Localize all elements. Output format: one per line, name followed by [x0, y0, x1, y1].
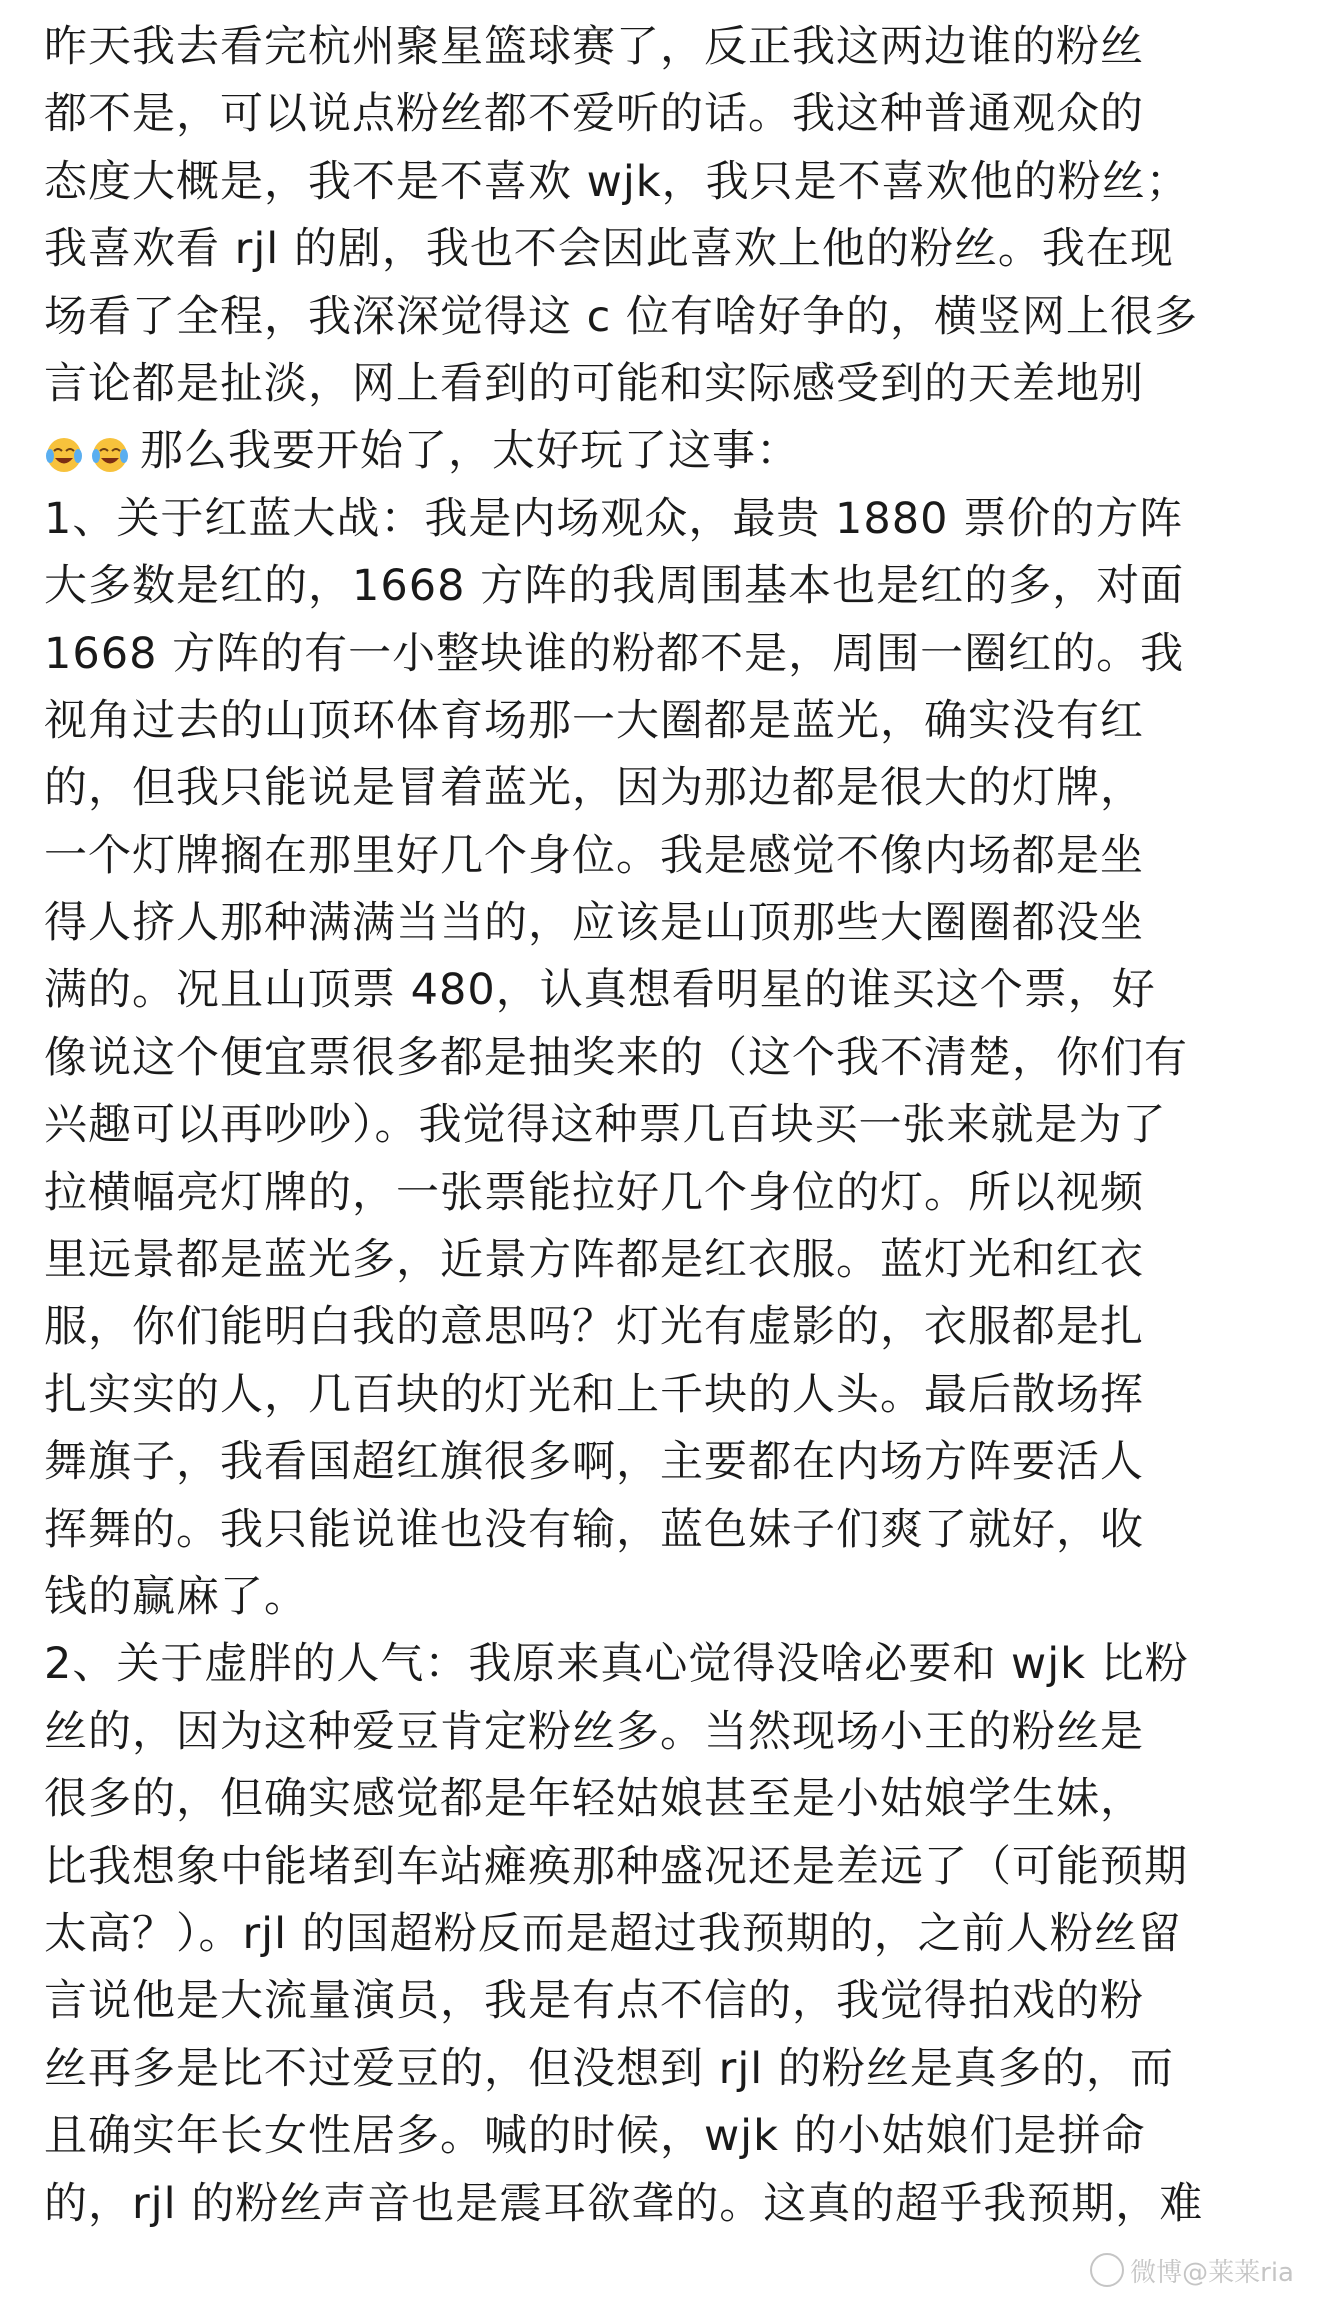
- emoji-group: [44, 434, 136, 474]
- post-line-text: 那么我要开始了，太好玩了这事：: [140, 426, 800, 477]
- post-line: 很多的，但确实感觉都是年轻姑娘甚至是小姑娘学生妹，: [44, 1774, 1144, 1825]
- post-line: 态度大概是，我不是不喜欢 wjk，我只是不喜欢他的粉丝；: [44, 156, 1190, 207]
- post-line: 丝再多是比不过爱豆的，但没想到 rjl 的粉丝是真多的，而: [44, 2043, 1174, 2094]
- post-line: 兴趣可以再吵吵）。我觉得这种票几百块买一张来就是为了: [44, 1100, 1167, 1151]
- post-line: 一个灯牌搁在那里好几个身位。我是感觉不像内场都是坐: [44, 830, 1144, 881]
- post-line: 里远景都是蓝光多，近景方阵都是红衣服。蓝灯光和红衣: [44, 1235, 1144, 1286]
- post-line: 昨天我去看完杭州聚星篮球赛了，反正我这两边谁的粉丝: [44, 22, 1144, 72]
- watermark-text: 微博@莱莱ria: [1130, 2257, 1294, 2288]
- post-body: [44, 14, 1284, 2238]
- post-line: 舞旗子，我看国超红旗很多啊，主要都在内场方阵要活人: [44, 1437, 1144, 1488]
- post-line: [44, 418, 1284, 485]
- post-line: 且确实年长女性居多。喊的时候，wjk 的小姑娘们是拼命: [44, 2111, 1146, 2162]
- post-line: 像说这个便宜票很多都是抽奖来的（这个我不清楚，你们有: [44, 1032, 1188, 1083]
- post-line: 的，但我只能说是冒着蓝光，因为那边都是很大的灯牌，: [44, 763, 1144, 814]
- post-line: 言论都是扯淡，网上看到的可能和实际感受到的天差地别: [44, 358, 1144, 409]
- post-line: 言说他是大流量演员，我是有点不信的，我觉得拍戏的粉: [44, 1976, 1144, 2027]
- post-line: 视角过去的山顶环体育场那一大圈都是蓝光，确实没有红: [44, 695, 1144, 746]
- post-line: 满的。况且山顶票 480，认真想看明星的谁买这个票，好: [44, 965, 1156, 1016]
- laugh-cry-emoji: [90, 434, 130, 474]
- post-line: 扎实实的人，几百块的灯光和上千块的人头。最后散场挥: [44, 1369, 1144, 1420]
- post-line: 比我想象中能堵到车站瘫痪那种盛况还是差远了（可能预期: [44, 1841, 1188, 1892]
- post-line: 丝的，因为这种爱豆肯定粉丝多。当然现场小王的粉丝是: [44, 1706, 1144, 1757]
- post-line: 服，你们能明白我的意思吗？灯光有虚影的，衣服都是扎: [44, 1302, 1144, 1353]
- post-line: 1668 方阵的有一小整块谁的粉都不是，周围一圈红的。我: [44, 628, 1185, 679]
- post-line: 的，rjl 的粉丝声音也是震耳欲聋的。这真的超乎我预期，难: [44, 2178, 1204, 2229]
- post-line: 1、关于红蓝大战：我是内场观众，最贵 1880 票价的方阵: [44, 493, 1184, 544]
- post-line: 大多数是红的，1668 方阵的我周围基本也是红的多，对面: [44, 561, 1185, 612]
- watermark: [1090, 2249, 1294, 2291]
- post-line: 场看了全程，我深深觉得这 c 位有啥好争的，横竖网上很多: [44, 291, 1198, 342]
- post-line: 挥舞的。我只能说谁也没有输，蓝色妹子们爽了就好，收: [44, 1504, 1144, 1555]
- post-line: 我喜欢看 rjl 的剧，我也不会因此喜欢上他的粉丝。我在现: [44, 224, 1174, 275]
- post-line: 2、关于虚胖的人气：我原来真心觉得没啥必要和 wjk 比粉: [44, 1639, 1189, 1690]
- post-line: 都不是，可以说点粉丝都不爱听的话。我这种普通观众的: [44, 89, 1144, 140]
- post-line: 拉横幅亮灯牌的，一张票能拉好几个身位的灯。所以视频: [44, 1167, 1144, 1218]
- laugh-cry-emoji: [44, 434, 84, 474]
- weibo-logo-icon: [1090, 2253, 1124, 2287]
- post-line: 钱的赢麻了。: [44, 1571, 308, 1622]
- post-line: 得人挤人那种满满当当的，应该是山顶那些大圈圈都没坐: [44, 898, 1144, 949]
- post-line: 太高？）。rjl 的国超粉反而是超过我预期的，之前人粉丝留: [44, 1908, 1182, 1959]
